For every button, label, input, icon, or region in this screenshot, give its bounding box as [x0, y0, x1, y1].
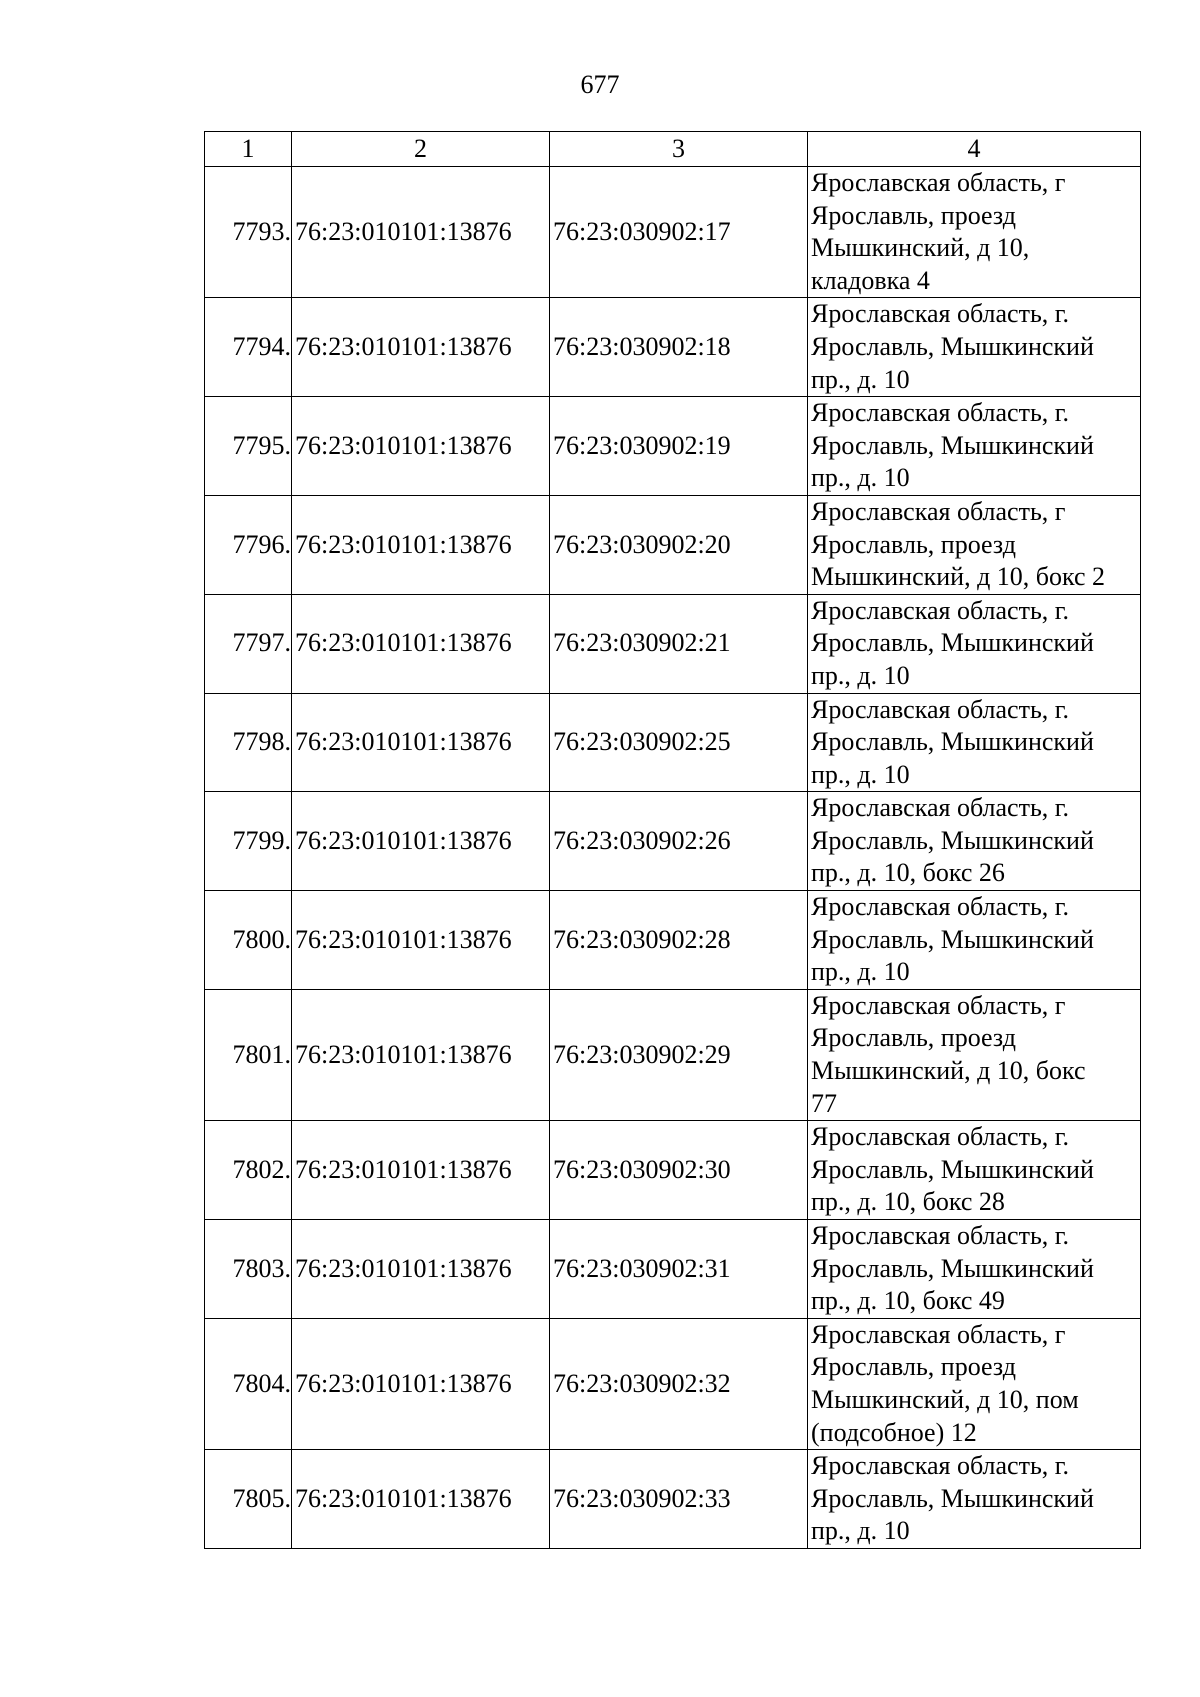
address-cell: Ярославская область, г Ярославль, проезд Мышкинский, д 10, бокс 2 [808, 495, 1141, 594]
cadastral-number-cell: 76:23:030902:30 [550, 1121, 808, 1220]
table-row [205, 1121, 1141, 1220]
address-cell: Ярославская область, г. Ярославль, Мышкинский пр., д. 10 [808, 594, 1141, 693]
registry-table [204, 131, 1141, 1549]
row-number-cell: 7795. [205, 397, 292, 496]
cadastral-number-cell: 76:23:030902:18 [550, 298, 808, 397]
table-row [205, 693, 1141, 792]
table-row [205, 1318, 1141, 1449]
address-cell: Ярославская область, г Ярославль, проезд Мышкинский, д 10, пом (подсобное) 12 [808, 1318, 1141, 1449]
page-number: 677 [580, 70, 620, 99]
row-number-cell: 7793. [205, 167, 292, 298]
parent-cadastral-cell: 76:23:010101:13876 [292, 1318, 550, 1449]
table-row [205, 495, 1141, 594]
cadastral-number-cell: 76:23:030902:17 [550, 167, 808, 298]
table-row [205, 891, 1141, 990]
parent-cadastral-cell: 76:23:010101:13876 [292, 1450, 550, 1549]
cadastral-number-cell: 76:23:030902:28 [550, 891, 808, 990]
address-cell: Ярославская область, г Ярославль, проезд Мышкинский, д 10, кладовка 4 [808, 167, 1141, 298]
cadastral-number-cell: 76:23:030902:25 [550, 693, 808, 792]
address-cell: Ярославская область, г. Ярославль, Мышкинский пр., д. 10 [808, 693, 1141, 792]
cadastral-number-cell: 76:23:030902:20 [550, 495, 808, 594]
parent-cadastral-cell: 76:23:010101:13876 [292, 495, 550, 594]
header-cell: 1 [205, 132, 292, 167]
table-row [205, 167, 1141, 298]
cadastral-number-cell: 76:23:030902:29 [550, 989, 808, 1120]
cadastral-number-cell: 76:23:030902:21 [550, 594, 808, 693]
row-number-cell: 7794. [205, 298, 292, 397]
parent-cadastral-cell: 76:23:010101:13876 [292, 594, 550, 693]
table-row [205, 989, 1141, 1120]
table-row [205, 792, 1141, 891]
row-number-cell: 7799. [205, 792, 292, 891]
parent-cadastral-cell: 76:23:010101:13876 [292, 167, 550, 298]
row-number-cell: 7798. [205, 693, 292, 792]
cadastral-number-cell: 76:23:030902:33 [550, 1450, 808, 1549]
cadastral-number-cell: 76:23:030902:19 [550, 397, 808, 496]
row-number-cell: 7801. [205, 989, 292, 1120]
parent-cadastral-cell: 76:23:010101:13876 [292, 397, 550, 496]
table-row [205, 1220, 1141, 1319]
address-cell: Ярославская область, г. Ярославль, Мышкинский пр., д. 10 [808, 298, 1141, 397]
address-cell: Ярославская область, г Ярославль, проезд Мышкинский, д 10, бокс 77 [808, 989, 1141, 1120]
parent-cadastral-cell: 76:23:010101:13876 [292, 989, 550, 1120]
row-number-cell: 7804. [205, 1318, 292, 1449]
header-row [205, 132, 1141, 167]
row-number-cell: 7800. [205, 891, 292, 990]
parent-cadastral-cell: 76:23:010101:13876 [292, 1121, 550, 1220]
address-cell: Ярославская область, г. Ярославль, Мышкинский пр., д. 10, бокс 28 [808, 1121, 1141, 1220]
parent-cadastral-cell: 76:23:010101:13876 [292, 693, 550, 792]
table-row [205, 397, 1141, 496]
table-row [205, 1450, 1141, 1549]
cadastral-number-cell: 76:23:030902:31 [550, 1220, 808, 1319]
address-cell: Ярославская область, г. Ярославль, Мышкинский пр., д. 10 [808, 1450, 1141, 1549]
table-row [205, 298, 1141, 397]
cadastral-number-cell: 76:23:030902:26 [550, 792, 808, 891]
address-cell: Ярославская область, г. Ярославль, Мышкинский пр., д. 10 [808, 891, 1141, 990]
row-number-cell: 7796. [205, 495, 292, 594]
header-cell: 2 [292, 132, 550, 167]
row-number-cell: 7797. [205, 594, 292, 693]
address-cell: Ярославская область, г. Ярославль, Мышкинский пр., д. 10, бокс 49 [808, 1220, 1141, 1319]
parent-cadastral-cell: 76:23:010101:13876 [292, 298, 550, 397]
address-cell: Ярославская область, г. Ярославль, Мышкинский пр., д. 10 [808, 397, 1141, 496]
parent-cadastral-cell: 76:23:010101:13876 [292, 1220, 550, 1319]
address-cell: Ярославская область, г. Ярославль, Мышкинский пр., д. 10, бокс 26 [808, 792, 1141, 891]
parent-cadastral-cell: 76:23:010101:13876 [292, 792, 550, 891]
row-number-cell: 7805. [205, 1450, 292, 1549]
row-number-cell: 7803. [205, 1220, 292, 1319]
cadastral-number-cell: 76:23:030902:32 [550, 1318, 808, 1449]
parent-cadastral-cell: 76:23:010101:13876 [292, 891, 550, 990]
header-cell: 3 [550, 132, 808, 167]
row-number-cell: 7802. [205, 1121, 292, 1220]
table-row [205, 594, 1141, 693]
header-cell: 4 [808, 132, 1141, 167]
